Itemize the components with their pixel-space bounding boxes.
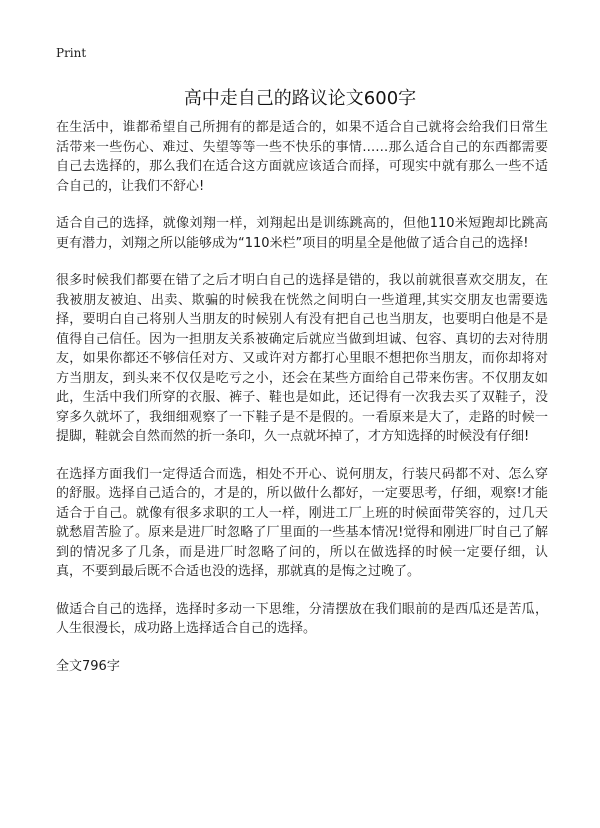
paragraph-2: 适合自己的选择，就像刘翔一样，刘翔起出是训练跳高的，但他110米短跑却比跳高更有潜力，刘翔之所以能够成为“110米栏”项目的明星全是他做了适合自己的选择!	[56, 216, 548, 251]
paragraph-3: 很多时候我们都要在错了之后才明白自己的选择是错的，我以前就很喜欢交朋友，在我被朋友被迫、出卖、欺骗的时候我在恍然之间明白一些道理,其实交朋友也需要选择，要明白自己将别人当朋友的时候别人有没有把自己也当朋友，也要明白他是不是值得自己信任。因为一担朋友关系被确定后就应当做到坦诚、包容、真切的去对待朋友，如果你都还不够信任对方、又或许对方都打心里眼不想把你当朋友，而你却将对方当朋友，到头来不仅仅是吃亏之小，还会在某些方面给自己带来伤害。不仅朋友如此，生活中我们所穿的衣服、裤子、鞋也是如此，还记得有一次我去买了双鞋子，没穿多久就坏了，我细细观察了一下鞋子是不是假的。一看原来是大了，走路的时候一提脚，鞋就会自然而然的折一条印，久一点就坏掉了，才方知选择的时候没有仔细!	[56, 273, 548, 444]
paragraph-1: 在生活中，谁都希望自己所拥有的都是适合的，如果不适合自己就将会给我们日常生活带来一些伤心、难过、失望等等一些不快乐的事情……那么适合自己的东西都需要自己去选择的，那么我们在适合这方面就应该适合而择，可现实中就有那么一些不适合自己的，让我们不舒心!	[56, 120, 548, 194]
page-title: 高中走自己的路议论文600字	[183, 88, 417, 109]
article-body	[56, 118, 548, 676]
print-link[interactable]: Print	[56, 46, 87, 60]
paragraph-4: 在选择方面我们一定得适合而选，相处不开心、说何朋友，行装尺码都不对、怎么穿的舒服。选择自己适合的，才是的，所以做什么都好，一定要思考，仔细，观察!才能适合于自己。就像有很多求职的工人一样，刚进工厂上班的时候面带笑容的，过几天就愁眉苦脸了。原来是进厂时忽略了厂里面的一些基本情况!觉得和刚进厂时自己了解到的情况多了几条，而是进厂时忽略了问的，所以在做选择的时候一定要仔细，认真，不要到最后既不合适也没的选择，那就真的是悔之过晚了。	[56, 466, 548, 579]
paragraph-5: 做适合自己的选择，选择时多动一下思维，分清摆放在我们眼前的是西瓜还是苦瓜，人生很漫长，成功路上选择适合自己的选择。	[56, 601, 548, 636]
word-count: 全文796字	[56, 658, 120, 674]
